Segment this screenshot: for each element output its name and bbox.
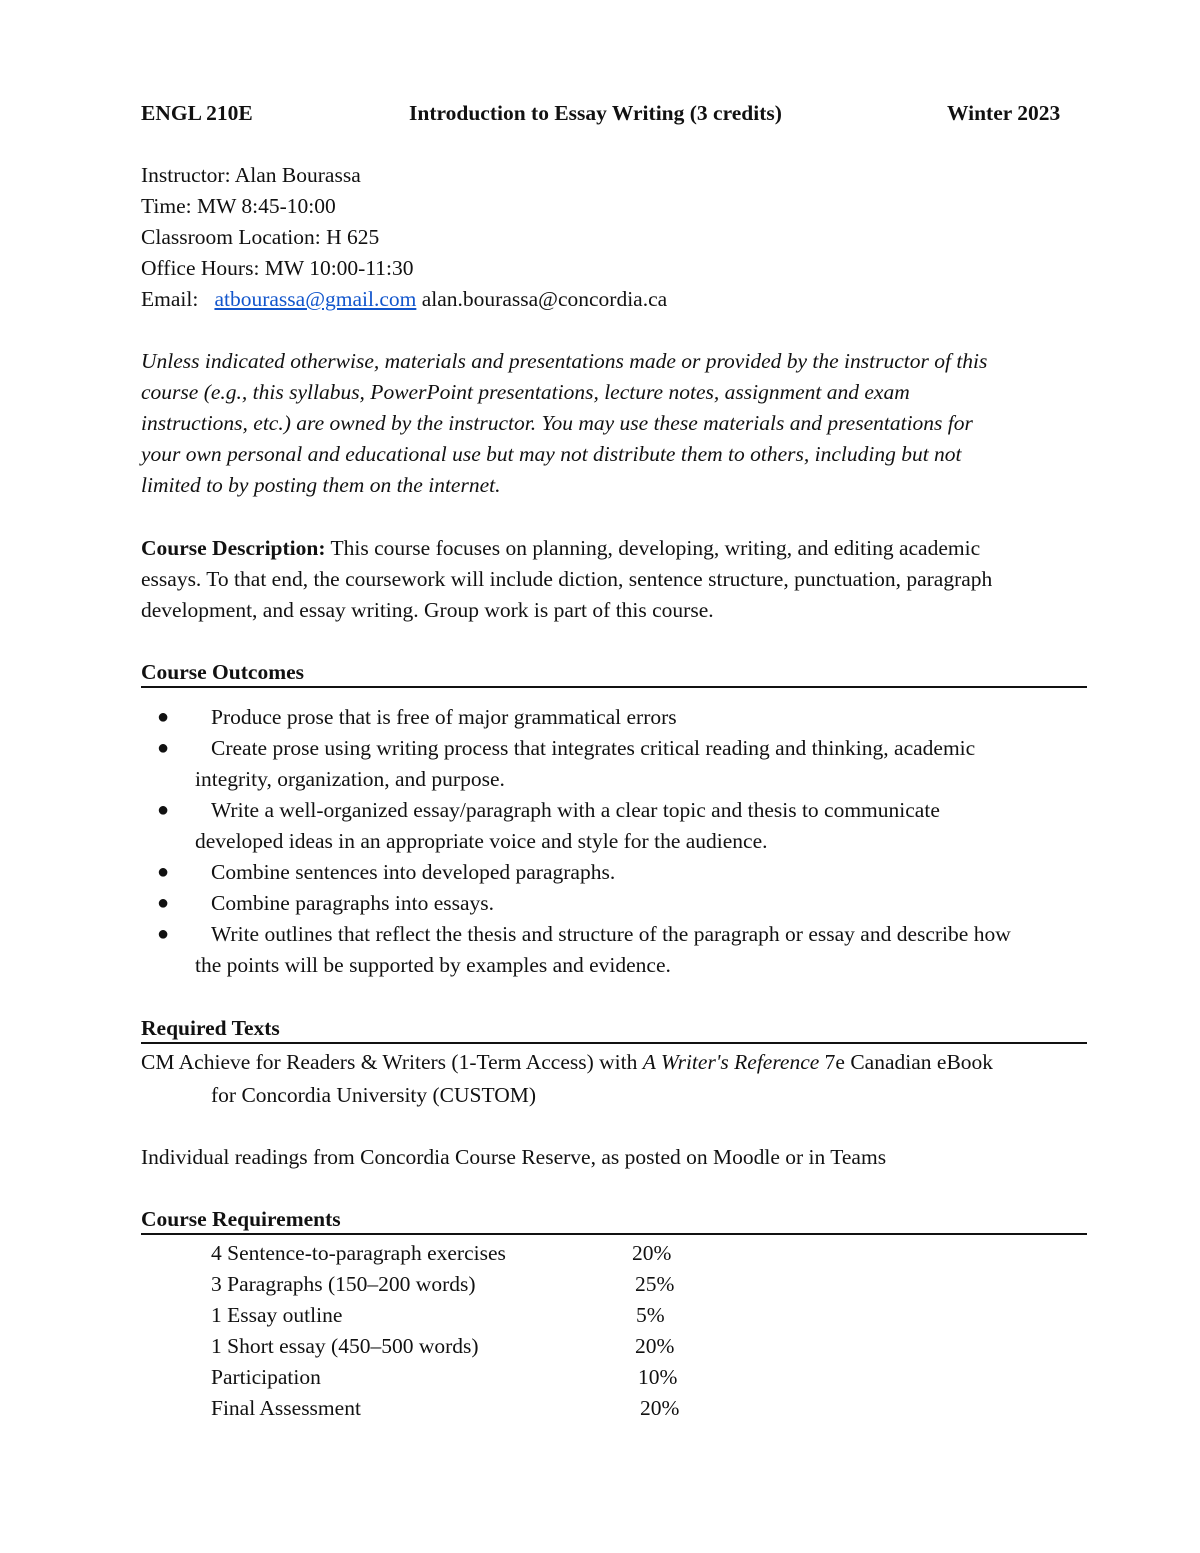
notice-line: course (e.g., this syllabus, PowerPoint presentations, lecture notes, assignment and exam	[141, 380, 910, 404]
bullet-icon: ●	[157, 737, 170, 759]
description-first-line	[141, 533, 980, 564]
bullet-icon: ●	[157, 892, 170, 914]
requirement-weight: 20%	[635, 1334, 675, 1358]
description-line: development, and essay writing. Group work is part of this course.	[141, 598, 714, 622]
bullet-icon: ●	[157, 799, 170, 821]
instructor-line: Instructor: Alan Bourassa	[141, 163, 361, 187]
requirement-weight: 20%	[640, 1396, 680, 1420]
course-title: Introduction to Essay Writing (3 credits)	[409, 101, 782, 125]
notice-line: your own personal and educational use but may not distribute them to others, including but not	[141, 442, 962, 466]
email-line	[141, 284, 667, 315]
description-text: This course focuses on planning, developing, writing, and editing academic	[325, 536, 981, 560]
outcome-item-continued: the points will be supported by examples and evidence.	[195, 953, 671, 977]
bullet-icon: ●	[157, 861, 170, 883]
notice-line: instructions, etc.) are owned by the instructor. You may use these materials and presentations for	[141, 411, 973, 435]
texts-rule	[141, 1042, 1087, 1044]
book-suffix: 7e Canadian eBook	[819, 1050, 994, 1074]
outcome-item: Write a well-organized essay/paragraph with a clear topic and thesis to communicate	[211, 798, 940, 822]
email-label: Email:	[141, 287, 199, 311]
bullet-icon: ●	[157, 923, 170, 945]
outcomes-heading: Course Outcomes	[141, 660, 305, 684]
outcome-item-continued: integrity, organization, and purpose.	[195, 767, 505, 791]
required-readings: Individual readings from Concordia Course Reserve, as posted on Moodle or in Teams	[141, 1145, 887, 1169]
notice-line: limited to by posting them on the internet.	[141, 473, 501, 497]
requirement-weight: 5%	[636, 1303, 665, 1327]
requirement-item: 1 Short essay (450–500 words)	[211, 1334, 479, 1358]
required-book-continued: for Concordia University (CUSTOM)	[211, 1083, 537, 1107]
requirement-item: Participation	[211, 1365, 321, 1389]
outcomes-rule	[141, 686, 1087, 688]
book-title: A Writer's Reference	[642, 1050, 820, 1074]
outcome-item-continued: developed ideas in an appropriate voice and style for the audience.	[195, 829, 768, 853]
requirement-item: Final Assessment	[211, 1396, 361, 1420]
time-line: Time: MW 8:45-10:00	[141, 194, 336, 218]
outcome-item: Create prose using writing process that integrates critical reading and thinking, academic	[211, 736, 976, 760]
course-code: ENGL 210E	[141, 101, 253, 125]
requirement-item: 1 Essay outline	[211, 1303, 343, 1327]
outcome-item: Write outlines that reflect the thesis and structure of the paragraph or essay and describe how	[211, 922, 1011, 946]
outcome-item: Combine paragraphs into essays.	[211, 891, 495, 915]
requirements-rule	[141, 1233, 1087, 1235]
texts-heading: Required Texts	[141, 1016, 280, 1040]
description-line: essays. To that end, the coursework will include diction, sentence structure, punctuation, paragraph	[141, 567, 993, 591]
bullet-icon: ●	[157, 706, 170, 728]
outcome-item: Combine sentences into developed paragraphs.	[211, 860, 616, 884]
email-link[interactable]: atbourassa@gmail.com	[214, 287, 417, 311]
requirements-heading: Course Requirements	[141, 1207, 341, 1231]
requirement-item: 3 Paragraphs (150–200 words)	[211, 1272, 476, 1296]
requirement-weight: 10%	[638, 1365, 678, 1389]
course-term: Winter 2023	[947, 101, 1061, 125]
notice-line: Unless indicated otherwise, materials and presentations made or provided by the instructor of this	[141, 349, 988, 373]
requirement-weight: 20%	[632, 1241, 672, 1265]
classroom-line: Classroom Location: H 625	[141, 225, 380, 249]
requirement-item: 4 Sentence-to-paragraph exercises	[211, 1241, 506, 1265]
book-prefix: CM Achieve for Readers & Writers (1-Term Access) with	[141, 1050, 643, 1074]
email-alt: alan.bourassa@concordia.ca	[421, 287, 668, 311]
office-hours-line: Office Hours: MW 10:00-11:30	[141, 256, 414, 280]
requirement-weight: 25%	[635, 1272, 675, 1296]
description-label: Course Description:	[141, 536, 326, 560]
required-book	[141, 1047, 993, 1078]
outcome-item: Produce prose that is free of major grammatical errors	[211, 705, 677, 729]
